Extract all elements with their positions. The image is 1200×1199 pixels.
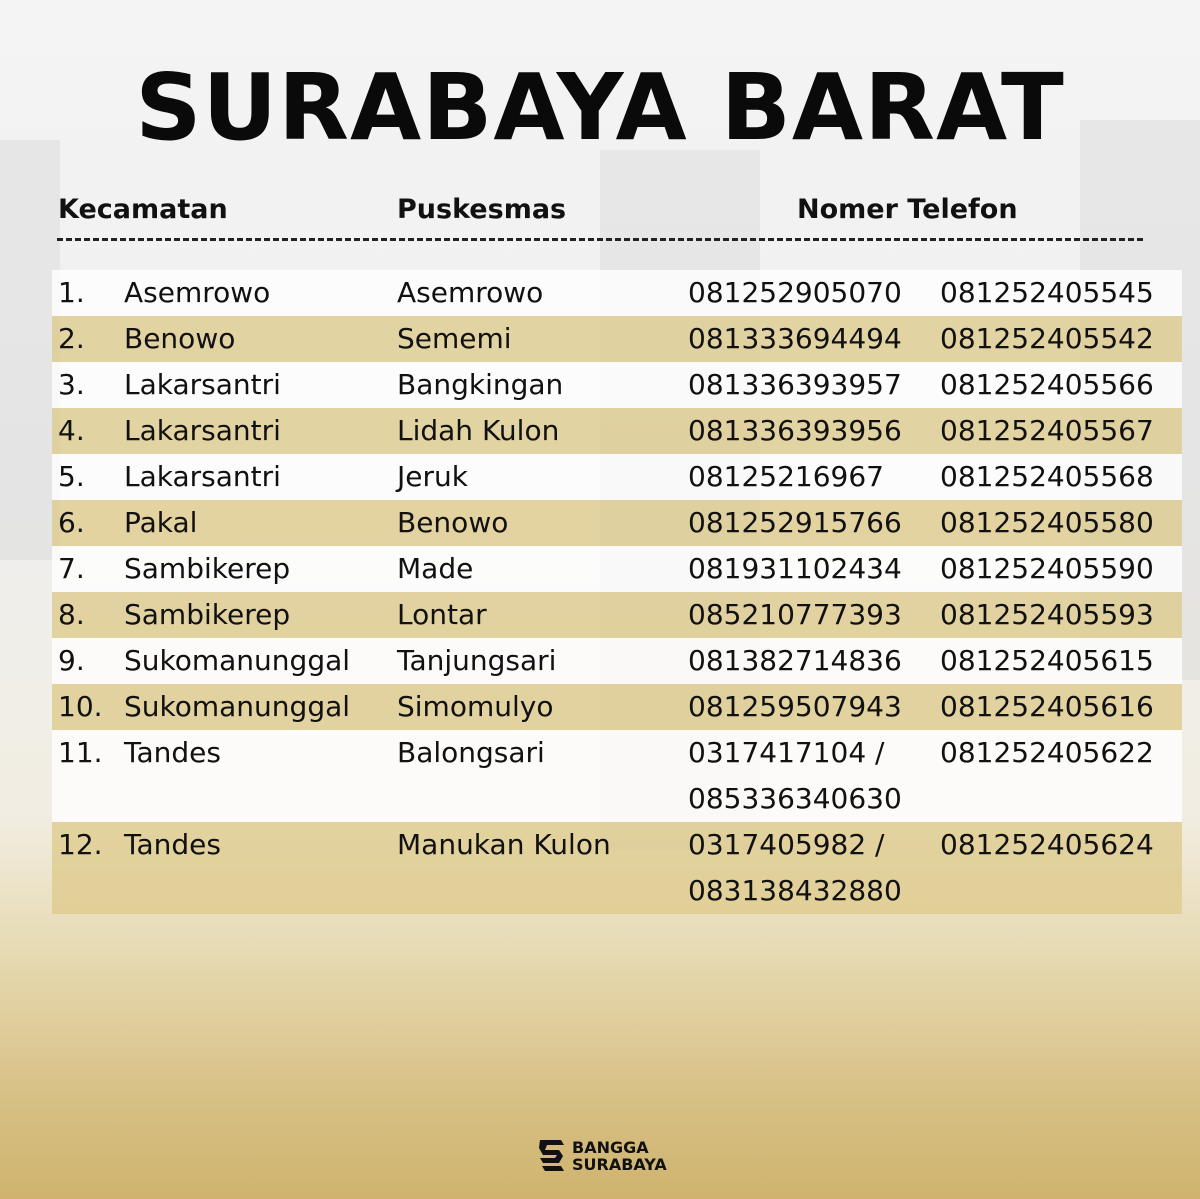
puskesmas-cell: Lontar	[397, 598, 487, 631]
phone-primary-cell	[688, 270, 902, 316]
phone-secondary-cell: 081252405542	[940, 322, 1154, 355]
phone-primary-line: 081259507943	[688, 690, 902, 723]
phone-secondary-cell: 081252405545	[940, 276, 1154, 309]
phone-secondary-cell: 081252405616	[940, 690, 1154, 723]
table-row	[52, 316, 1182, 362]
header-divider	[57, 238, 1143, 241]
bangga-surabaya-logo-icon	[537, 1136, 567, 1176]
row-number: 9.	[58, 644, 85, 677]
kecamatan-cell: Pakal	[124, 506, 198, 539]
puskesmas-cell: Asemrowo	[397, 276, 544, 309]
phone-primary-line: 081931102434	[688, 552, 902, 585]
bangga-surabaya-logo	[537, 1136, 667, 1176]
puskesmas-cell: Simomulyo	[397, 690, 554, 723]
row-number: 3.	[58, 368, 85, 401]
table-row	[52, 684, 1182, 730]
phone-primary-cell	[688, 500, 902, 546]
phone-primary-cell	[688, 592, 902, 638]
phone-primary-line: 0317417104 /	[688, 736, 885, 769]
kecamatan-cell: Sukomanunggal	[124, 690, 351, 723]
phone-primary-line: 085336340630	[688, 782, 902, 815]
phone-primary-cell	[688, 454, 884, 500]
row-number: 5.	[58, 460, 85, 493]
phone-primary-cell	[688, 822, 902, 914]
phone-primary-cell	[688, 684, 902, 730]
row-number: 1.	[58, 276, 85, 309]
row-number: 4.	[58, 414, 85, 447]
phone-primary-line: 083138432880	[688, 874, 902, 907]
puskesmas-cell: Manukan Kulon	[397, 828, 611, 861]
row-number: 7.	[58, 552, 85, 585]
row-number: 2.	[58, 322, 85, 355]
table-row	[52, 822, 1182, 914]
phone-secondary-cell: 081252405624	[940, 828, 1154, 861]
phone-primary-cell	[688, 638, 902, 684]
kecamatan-cell: Tandes	[124, 736, 221, 769]
kecamatan-cell: Benowo	[124, 322, 236, 355]
logo-line-1: BANGGA	[572, 1138, 649, 1157]
puskesmas-cell: Jeruk	[397, 460, 468, 493]
phone-primary-line: 081333694494	[688, 322, 902, 355]
puskesmas-cell: Lidah Kulon	[397, 414, 560, 447]
puskesmas-cell: Sememi	[397, 322, 512, 355]
background-window-panel	[0, 140, 60, 560]
phone-secondary-cell: 081252405566	[940, 368, 1154, 401]
phone-secondary-cell: 081252405590	[940, 552, 1154, 585]
row-number: 12.	[58, 828, 103, 861]
table-row	[52, 270, 1182, 316]
phone-secondary-cell: 081252405580	[940, 506, 1154, 539]
puskesmas-cell: Made	[397, 552, 474, 585]
puskesmas-cell: Balongsari	[397, 736, 545, 769]
header-puskesmas: Puskesmas	[397, 194, 567, 225]
puskesmas-cell: Benowo	[397, 506, 509, 539]
table-row	[52, 500, 1182, 546]
kecamatan-cell: Sambikerep	[124, 598, 291, 631]
kecamatan-cell: Lakarsantri	[124, 460, 281, 493]
phone-primary-line: 08125216967	[688, 460, 884, 493]
logo-line-2: SURABAYA	[572, 1155, 667, 1174]
phone-primary-line: 081336393956	[688, 414, 902, 447]
phone-primary-line: 085210777393	[688, 598, 902, 631]
phone-primary-line: 081252915766	[688, 506, 902, 539]
kecamatan-cell: Sambikerep	[124, 552, 291, 585]
phone-secondary-cell: 081252405568	[940, 460, 1154, 493]
kecamatan-cell: Asemrowo	[124, 276, 271, 309]
table-row	[52, 546, 1182, 592]
phone-primary-cell	[688, 362, 902, 408]
table-row	[52, 454, 1182, 500]
phone-primary-cell	[688, 316, 902, 362]
row-number: 8.	[58, 598, 85, 631]
page-title: SURABAYA BARAT	[135, 54, 1065, 161]
table-row	[52, 362, 1182, 408]
phone-secondary-cell: 081252405567	[940, 414, 1154, 447]
kecamatan-cell: Lakarsantri	[124, 414, 281, 447]
phone-primary-line: 081336393957	[688, 368, 902, 401]
phone-secondary-cell: 081252405593	[940, 598, 1154, 631]
puskesmas-cell: Bangkingan	[397, 368, 564, 401]
phone-secondary-cell: 081252405622	[940, 736, 1154, 769]
table-row	[52, 638, 1182, 684]
header-kecamatan: Kecamatan	[58, 194, 228, 225]
phone-primary-cell	[688, 408, 902, 454]
phone-primary-line: 0317405982 /	[688, 828, 885, 861]
phone-primary-line: 081382714836	[688, 644, 902, 677]
table-row	[52, 408, 1182, 454]
phone-primary-cell	[688, 546, 902, 592]
puskesmas-cell: Tanjungsari	[397, 644, 557, 677]
phone-secondary-cell: 081252405615	[940, 644, 1154, 677]
kecamatan-cell: Tandes	[124, 828, 221, 861]
table-row	[52, 730, 1182, 822]
row-number: 6.	[58, 506, 85, 539]
phone-primary-line: 081252905070	[688, 276, 902, 309]
table-row	[52, 592, 1182, 638]
kecamatan-cell: Sukomanunggal	[124, 644, 351, 677]
header-nomer-telefon: Nomer Telefon	[797, 194, 1018, 225]
row-number: 10.	[58, 690, 103, 723]
phone-primary-cell	[688, 730, 902, 822]
kecamatan-cell: Lakarsantri	[124, 368, 281, 401]
row-number: 11.	[58, 736, 103, 769]
